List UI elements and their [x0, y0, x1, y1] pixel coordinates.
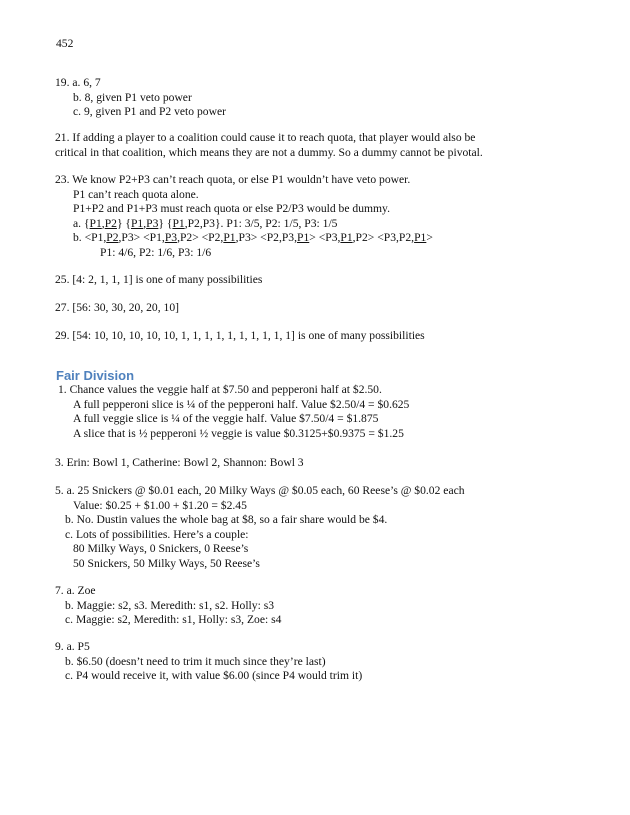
text-line: 21. If adding a player to a coalition could cause it to reach quota, that player would also be [55, 131, 476, 144]
text-line: P1: 4/6, P2: 1/6, P3: 1/6 [100, 245, 212, 259]
text-line: A full veggie slice is ¼ of the veggie half. Value $7.50/4 = $1.875 [73, 412, 379, 426]
answer-21 [55, 131, 590, 160]
text-line: 19. a. 6, 7 [55, 76, 101, 89]
pivotal-player: P2 [106, 231, 119, 245]
text-line: b. $6.50 (doesn’t need to trim it much since they’re last) [65, 654, 326, 668]
answer-27 [55, 301, 590, 316]
text-line: 5. a. 25 Snickers @ $0.01 each, 20 Milky Ways @ $0.05 each, 60 Reese’s @ $0.02 each [55, 484, 465, 497]
text-line: c. Maggie: s2, Meredith: s1, Holly: s3, Zoe: s4 [65, 613, 282, 627]
fair-division-answer-5 [55, 484, 590, 572]
pivotal-player: P1 [340, 231, 353, 245]
text-line: 23. We know P2+P3 can’t reach quota, or else P1 wouldn’t have veto power. [55, 173, 411, 186]
page-number: 452 [56, 37, 74, 50]
text-line: 1. Chance values the veggie half at $7.50 and pepperoni half at $2.50. [58, 383, 382, 396]
text-line: 25. [4: 2, 1, 1, 1] is one of many possibilities [55, 273, 263, 286]
fair-division-answer-1 [55, 383, 590, 441]
text-line: A full pepperoni slice is ¼ of the pepperoni half. Value $2.50/4 = $0.625 [73, 397, 410, 411]
text-line: P1 can’t reach quota alone. [73, 187, 199, 201]
winning-coalitions-line: a. {P1,P2} {P1,P3} {P1,P2,P3}. P1: 3/5, P2: 1/5, P3: 1/5 [73, 216, 338, 230]
text-line: critical in that coalition, which means they are not a dummy. So a dummy cannot be pivotal. [55, 145, 483, 159]
fair-division-answer-9 [55, 640, 590, 684]
answer-23 [55, 173, 590, 261]
text-line: b. No. Dustin values the whole bag at $8, so a fair share would be $4. [65, 513, 388, 527]
text-line: 3. Erin: Bowl 1, Catherine: Bowl 2, Shannon: Bowl 3 [55, 456, 304, 469]
fair-division-answer-7 [55, 584, 590, 628]
critical-player: P3 [146, 216, 159, 230]
critical-player: P1 [172, 216, 185, 230]
answer-25 [55, 273, 590, 288]
answer-19 [55, 76, 590, 120]
pivotal-player: P1 [297, 231, 310, 245]
text-line: 9. a. P5 [55, 640, 90, 653]
critical-player: P1 [130, 216, 144, 230]
text-line: 29. [54: 10, 10, 10, 10, 10, 1, 1, 1, 1, 1, 1, 1, 1, 1, 1] is one of many possibilities [55, 329, 425, 342]
text-line: c. 9, given P1 and P2 veto power [73, 105, 226, 119]
fair-division-answer-3 [55, 456, 590, 471]
text-line: 7. a. Zoe [55, 584, 96, 597]
text-line: A slice that is ½ pepperoni ½ veggie is value $0.3125+$0.9375 = $1.25 [73, 426, 404, 440]
sequential-coalitions-line: b. <P1,P2,P3> <P1,P3,P2> <P2,P1,P3> <P2,P3,P1> <P3,P1,P2> <P3,P2,P1> [73, 231, 433, 245]
answer-29 [55, 329, 590, 344]
text-line: b. Maggie: s2, s3. Meredith: s1, s2. Holly: s3 [65, 598, 275, 612]
text-line: 50 Snickers, 50 Milky Ways, 50 Reese’s [73, 556, 260, 570]
section-heading: Fair Division [56, 368, 135, 383]
text-line: P1+P2 and P1+P3 must reach quota or else P2/P3 would be dummy. [73, 202, 390, 216]
text-line: Value: $0.25 + $1.00 + $1.20 = $2.45 [73, 498, 247, 512]
pivotal-player: P1 [414, 231, 427, 245]
text-line: 27. [56: 30, 30, 20, 20, 10] [55, 301, 179, 314]
critical-player: P1 [89, 216, 102, 230]
pivotal-player: P3 [164, 231, 178, 245]
critical-player: P2 [104, 216, 117, 230]
text-line: c. Lots of possibilities. Here’s a couple: [65, 527, 249, 541]
text-line: b. 8, given P1 veto power [73, 90, 192, 104]
text-line: c. P4 would receive it, with value $6.00 (since P4 would trim it) [65, 669, 363, 683]
pivotal-player: P1 [223, 231, 236, 245]
text-line: 80 Milky Ways, 0 Snickers, 0 Reese’s [73, 542, 249, 556]
